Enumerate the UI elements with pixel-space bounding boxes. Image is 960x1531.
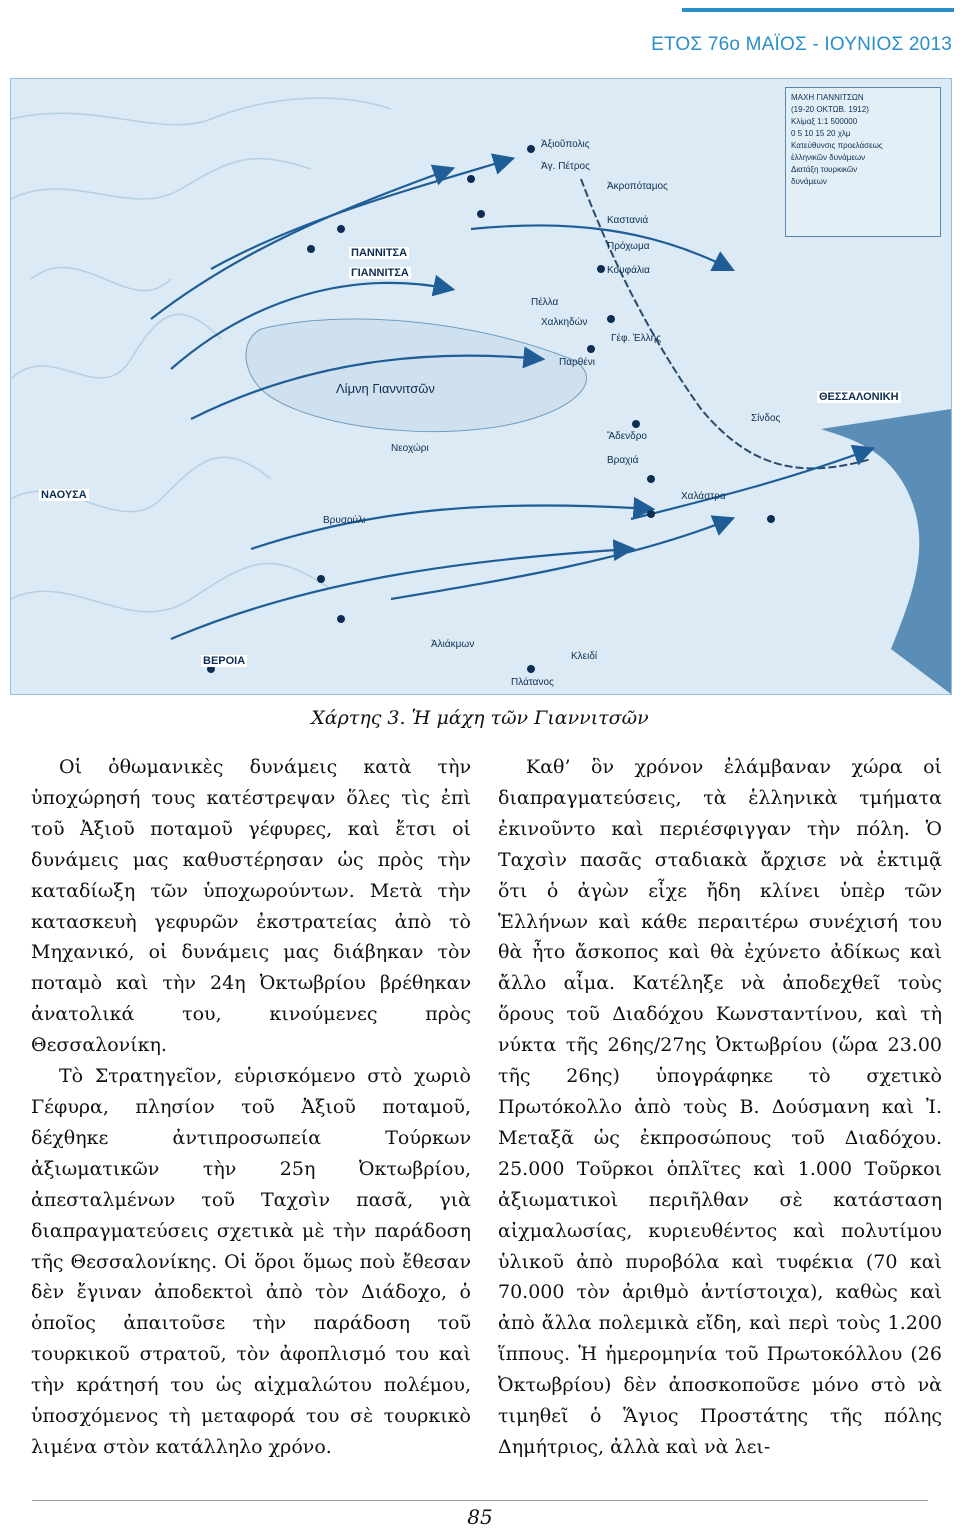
place-label: Ἀγ. Πέτρος bbox=[541, 161, 590, 172]
place-label: ΘΕΣΣΑΛΟΝΙΚΗ bbox=[819, 391, 899, 403]
place-label: Λίμνη Γιαννιτσῶν bbox=[336, 381, 435, 396]
place-label: Ἄδενδρο bbox=[607, 431, 647, 442]
place-label: Ἀλιάκμων bbox=[431, 639, 475, 650]
place-label: Κουφάλια bbox=[607, 265, 650, 276]
left-column bbox=[31, 752, 471, 1463]
place-label: Γέφ. Ἑλλής bbox=[611, 333, 662, 344]
place-label: Ἀξιοῦπολις bbox=[541, 139, 590, 150]
legend-line: (19-20 ΟΚΤΩΒ. 1912) bbox=[791, 105, 869, 114]
right-column bbox=[498, 752, 942, 1463]
legend-line: ἑλληνικῶν δυνάμεων bbox=[791, 153, 866, 162]
place-label: Βραχιά bbox=[607, 455, 639, 466]
page-number: 85 bbox=[467, 1505, 493, 1529]
gulf-shape bbox=[821, 409, 951, 694]
place-label: ΒΕΡΟΙΑ bbox=[203, 655, 246, 667]
lake-shape bbox=[246, 319, 587, 432]
place-label: Κλειδί bbox=[571, 651, 598, 662]
place-label: Πλάτανος bbox=[511, 677, 554, 688]
legend-line: ΜΑΧΗ ΓΙΑΝΝΙΤΣΩΝ bbox=[791, 93, 864, 102]
paragraph: Τὸ Στρατηγεῖον, εὑρισκόμενο στὸ χωριὸ Γέφυρα, πλησίον τοῦ Ἀξιοῦ ποταμοῦ, δέχθηκε ἀντιπροσωπεία Τούρκων ἀξιωματικῶν τὴν 25η Ὀκτωβρίου, ἀπεσταλμένων τοῦ Ταχσὶν πασᾶ, γιὰ διαπραγματεύσεις σχετικὰ μὲ τὴν παράδοση τῆς Θεσσαλονίκης. Οἱ ὅροι ὅμως ποὺ ἔθεσαν δὲν ἔγιναν ἀποδεκτοὶ ἀπὸ τὸν Διάδοχο, ὁ ὁποῖος ἀπαιτοῦσε τὴν παράδοση τοῦ τουρκικοῦ στρατοῦ, τὸν ἀφοπλισμό του καὶ τὴν κράτησή του ὡς αἰχμαλώτου πολέμου, ὑποσχόμενος τὴ μεταφορά του σὲ τουρκικὸ λιμένα στὸν κατάλληλο χρόνο. bbox=[31, 1065, 471, 1458]
place-label: ΠΑΝΝΙΤΣΑ bbox=[351, 247, 408, 259]
legend-line: Κατεύθυνσις προελάσεως bbox=[791, 141, 883, 150]
place-label: Σίνδος bbox=[751, 413, 781, 424]
legend-line: Κλίμαξ 1:1 500000 bbox=[791, 117, 858, 126]
place-label: Χαλάστρα bbox=[681, 491, 726, 502]
place-label: Πέλλα bbox=[531, 297, 559, 308]
paragraph: Οἱ ὀθωμανικὲς δυνάμεις κατὰ τὴν ὑποχώρησή τους κατέστρεψαν ὅλες τὶς ἐπὶ τοῦ Ἀξιοῦ ποταμοῦ γέφυρες, καὶ ἔτσι οἱ δυνάμεις μας καθυστέρησαν ὡς πρὸς τὴν καταδίωξη τῶν ὑποχωρούντων. Μετὰ τὴν κατασκευὴ γεφυρῶν ἐκστρατείας ἀπὸ τὸ Μηχανικό, οἱ δυνάμεις μας διάβηκαν τὸν ποταμὸ καὶ τὴν 24η Ὀκτωβρίου βρέθηκαν ἀνατολικά του, κινούμενες πρὸς Θεσσαλονίκη. bbox=[31, 756, 471, 1057]
place-label: Παρθένι bbox=[559, 357, 595, 368]
map-caption: Χάρτης 3. Ἡ μάχη τῶν Γιαννιτσῶν bbox=[311, 707, 649, 729]
place-label: ΝΑΟΥΣΑ bbox=[41, 489, 87, 501]
place-label: ΓΙΑΝΝΙΤΣΑ bbox=[351, 267, 409, 279]
header-accent-bar bbox=[682, 8, 954, 12]
legend-line: δυνάμεων bbox=[791, 177, 827, 186]
battle-map bbox=[10, 78, 952, 695]
legend-line: Διατάξη τουρκικῶν bbox=[791, 165, 858, 174]
place-label: Χαλκηδών bbox=[541, 317, 588, 328]
map-legend bbox=[785, 87, 941, 237]
place-label: Ἀκροπόταμος bbox=[607, 181, 668, 192]
legend-line: 0 5 10 15 20 χλμ bbox=[791, 129, 851, 138]
paragraph: Καθ’ ὃν χρόνον ἐλάμβαναν χώρα οἱ διαπραγματεύσεις, τὰ ἑλληνικὰ τμήματα ἐκινοῦντο καὶ περιέσφιγγαν τὴν πόλη. Ὁ Ταχσὶν πασᾶς σταδιακὰ ἄρχισε νὰ ἐκτιμᾷ ὅτι ὁ ἀγὼν εἶχε ἤδη κλίνει ὑπὲρ τῶν Ἑλλήνων καὶ κάθε περαιτέρω συνέχισή του θὰ ἦτο ἄσκοπος καὶ θὰ ἐχύνετο ἀδίκως καὶ ἄλλο αἷμα. Κατέληξε νὰ ἀποδεχθεῖ τοὺς ὅρους τοῦ Διαδόχου Κωνσταντίνου, καὶ τὴ νύκτα τῆς 26ης/27ης Ὀκτωβρίου (ὥρα 23.00 τῆς 26ης) ὑπογράφηκε τὸ σχετικὸ Πρωτόκολλο ἀπὸ τοὺς Β. Δούσμανη καὶ Ἰ. Μεταξᾶ ὡς ἐκπροσώπους τοῦ Διαδόχου. 25.000 Τοῦρκοι ὁπλῖτες καὶ 1.000 Τοῦρκοι ἀξιωματικοὶ περιῆλθαν σὲ κατάσταση αἰχμαλωσίας, κυριευθέντος καὶ πολυτίμου ὑλικοῦ ἀπὸ πυροβόλα καὶ τυφέκια (70 καὶ 70.000 τὸν ἀριθμὸ ἀντίστοιχα), καθὼς καὶ ἀπὸ ἄλλα πολεμικὰ εἴδη, καὶ περὶ τοὺς 1.200 ἵππους. Ἡ ἡμερομηνία τοῦ Πρωτοκόλλου (26 Ὀκτωβρίου) δὲν ἀποσκοποῦσε μόνο στὸ νὰ τιμηθεῖ ὁ Ἅγιος Προστάτης τῆς πόλης Δημήτριος, ἀλλὰ καὶ νὰ λει- bbox=[498, 756, 942, 1458]
running-head: ΕΤΟΣ 76ο ΜΑΪΟΣ - ΙΟΥΝΙΟΣ 2013 bbox=[651, 34, 952, 55]
place-label: Βρυσούλι bbox=[323, 515, 366, 526]
footer-rule bbox=[32, 1500, 928, 1501]
place-label: Καστανιά bbox=[607, 215, 649, 226]
place-label: Νεοχώρι bbox=[391, 443, 429, 454]
place-label: Πρόχωμα bbox=[607, 241, 650, 252]
